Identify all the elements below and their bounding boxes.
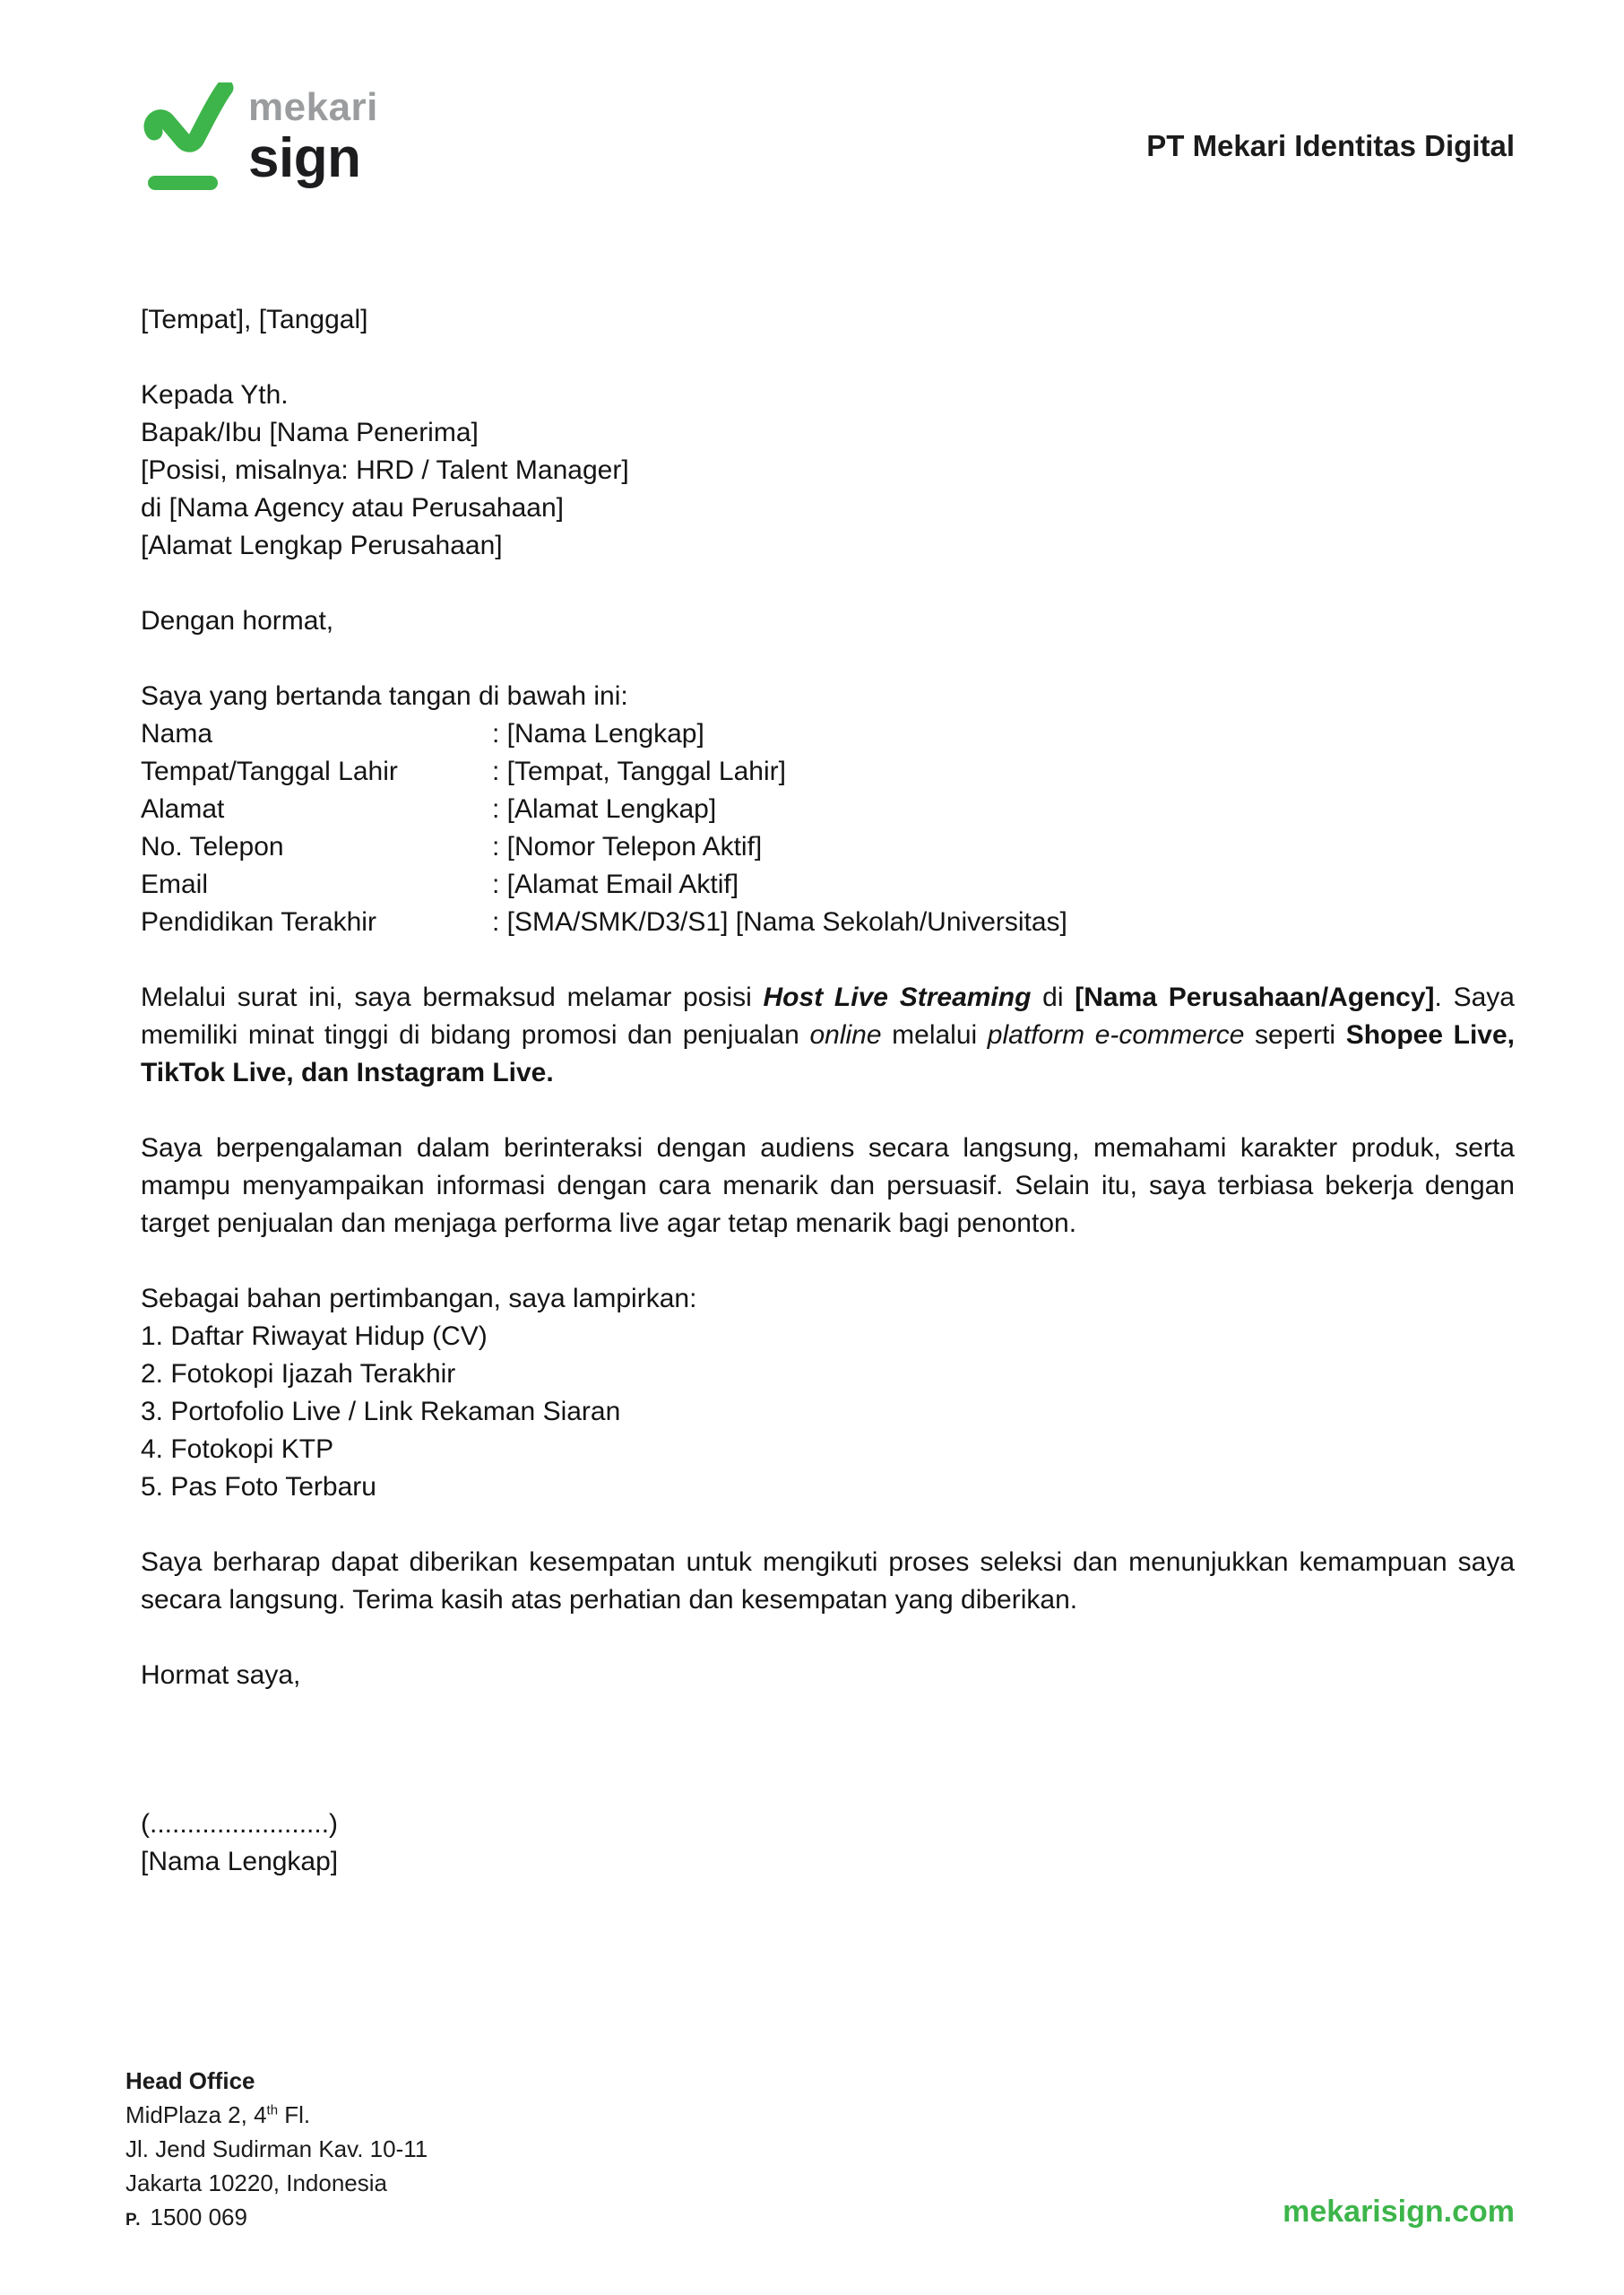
data-value: : [Nama Lengkap] — [492, 719, 704, 749]
attachments-section — [141, 1280, 1515, 1506]
date-line: [Tempat], [Tanggal] — [141, 305, 368, 334]
address1-sup: th — [266, 2102, 279, 2118]
address-line-1 — [125, 2098, 428, 2132]
data-row — [141, 791, 1515, 828]
attachment-item: 3. Portofolio Live / Link Rekaman Siaran — [141, 1397, 621, 1426]
company-name: PT Mekari Identitas Digital — [1146, 129, 1515, 162]
data-value: : [Alamat Email Aktif] — [492, 870, 739, 899]
checkmark-icon — [141, 82, 234, 192]
data-value: : [Tempat, Tanggal Lahir] — [492, 757, 786, 786]
p1-platform: platform e-commerce — [987, 1020, 1245, 1050]
signature-block — [141, 1806, 1515, 1881]
address1-suffix: Fl. — [278, 2101, 311, 2128]
address-line-3: Jakarta 10220, Indonesia — [125, 2169, 387, 2196]
brand-sign: sign — [248, 127, 361, 189]
attachment-item: 4. Fotokopi KTP — [141, 1434, 334, 1464]
recipient-line: di [Nama Agency atau Perusahaan] — [141, 493, 564, 523]
paragraph-closing: Saya berharap dapat diberikan kesempatan untuk mengikuti proses seleksi dan menunjukkan kemampuan saya secara langsung. Terima kasih atas perhatian dan kesempatan yang diberikan. — [141, 1547, 1515, 1615]
attachment-item: 5. Pas Foto Terbaru — [141, 1472, 376, 1502]
p1-segment: Melalui surat ini, saya bermaksud melamar posisi — [141, 983, 764, 1012]
recipient-block — [141, 377, 1515, 565]
paragraph-experience: Saya berpengalaman dalam berinteraksi dengan audiens secara langsung, memahami karakter produk, serta mampu menyampaikan informasi dengan cara menarik dan persuasif. Selain itu, saya terbiasa bekerja dengan target penjualan dan menjaga performa live agar tetap menarik bagi penonton. — [141, 1133, 1515, 1238]
recipient-line: Bapak/Ibu [Nama Penerima] — [141, 418, 479, 447]
brand-mekari: mekari — [248, 85, 378, 129]
website-link[interactable]: mekarisign.com — [1283, 2195, 1515, 2229]
office-title: Head Office — [125, 2067, 255, 2094]
address1-prefix: MidPlaza 2, 4 — [125, 2101, 267, 2128]
sign-off: Hormat saya, — [141, 1660, 301, 1690]
data-label: Pendidikan Terakhir — [141, 907, 376, 937]
letterhead — [141, 82, 1515, 192]
address-line-2: Jl. Jend Sudirman Kav. 10-11 — [125, 2135, 428, 2162]
p1-platform-names: Shopee Live, TikTok Live, dan Instagram Live. — [141, 1020, 1515, 1087]
data-label: Email — [141, 870, 209, 899]
data-value: : [Nomor Telepon Aktif] — [492, 832, 763, 862]
data-label: Tempat/Tanggal Lahir — [141, 757, 398, 786]
p1-segment: . Saya memiliki minat tinggi di bidang promosi dan penjualan — [141, 983, 1515, 1050]
logo-wordmark — [248, 85, 378, 189]
p1-position: Host Live Streaming — [763, 983, 1032, 1012]
data-row — [141, 715, 1515, 753]
p1-company-placeholder: [Nama Perusahaan/Agency] — [1075, 983, 1435, 1012]
data-row — [141, 753, 1515, 791]
mekari-sign-logo — [141, 82, 378, 192]
p1-segment: di — [1031, 983, 1075, 1012]
data-value: : [Alamat Lengkap] — [492, 794, 717, 824]
p1-online: online — [809, 1020, 882, 1050]
data-row — [141, 904, 1515, 941]
phone-number: 1500 069 — [150, 2204, 247, 2230]
data-label: Nama — [141, 719, 213, 749]
data-row — [141, 866, 1515, 904]
paragraph-application — [141, 979, 1515, 1092]
data-value: : [SMA/SMK/D3/S1] [Nama Sekolah/Universitas] — [492, 907, 1067, 937]
salutation: Dengan hormat, — [141, 606, 334, 636]
p1-segment: melalui — [881, 1020, 988, 1050]
phone-label: P. — [125, 2211, 142, 2230]
recipient-line: Kepada Yth. — [141, 380, 289, 410]
attachment-item: 1. Daftar Riwayat Hidup (CV) — [141, 1321, 488, 1351]
footer-address-block — [125, 2064, 428, 2238]
intro-line: Saya yang bertanda tangan di bawah ini: — [141, 681, 628, 711]
phone-line — [125, 2200, 428, 2238]
signature-name: [Nama Lengkap] — [141, 1847, 339, 1876]
recipient-line: [Posisi, misalnya: HRD / Talent Manager] — [141, 455, 629, 485]
recipient-line: [Alamat Lengkap Perusahaan] — [141, 531, 503, 560]
p1-segment: seperti — [1244, 1020, 1346, 1050]
personal-data-table — [141, 715, 1515, 941]
signature-placeholder: (........................) — [141, 1809, 339, 1839]
data-row — [141, 828, 1515, 866]
attachment-item: 2. Fotokopi Ijazah Terakhir — [141, 1359, 456, 1389]
data-label: Alamat — [141, 794, 225, 824]
attachments-intro: Sebagai bahan pertimbangan, saya lampirkan: — [141, 1284, 697, 1313]
data-label: No. Telepon — [141, 832, 284, 862]
letter-body — [141, 301, 1515, 1881]
